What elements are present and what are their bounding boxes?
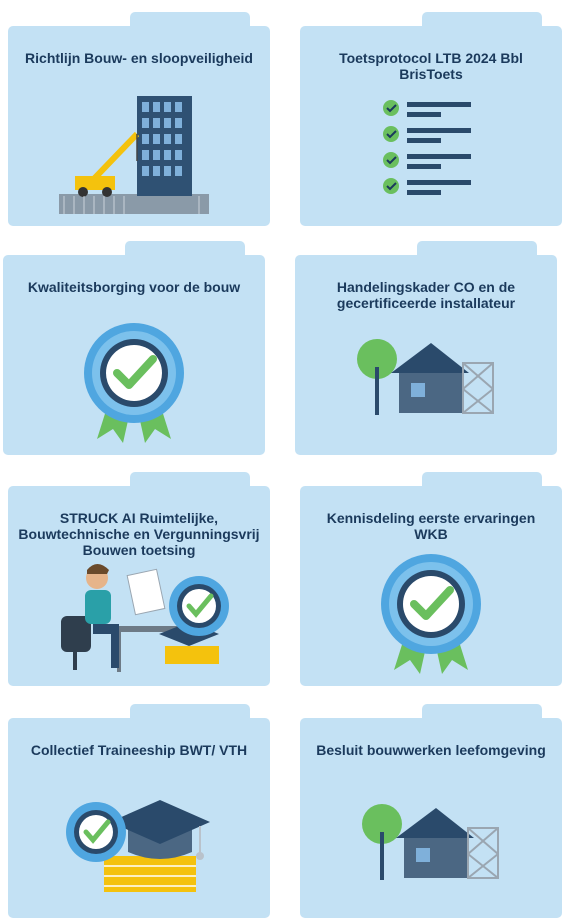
person-desk-badge-icon	[49, 556, 229, 676]
card-title: Kennisdeling eerste ervaringen WKB	[326, 510, 536, 542]
card-kwaliteitsborging[interactable]	[3, 241, 265, 455]
card-title: Collectief Traineeship BWT/ VTH	[30, 742, 248, 758]
badge-check-icon	[79, 321, 189, 445]
card-struck-ai[interactable]	[8, 472, 270, 686]
card-title: Handelingskader CO en de gecertificeerde installateur	[336, 279, 516, 311]
card-toetsprotocol-ltb[interactable]	[300, 12, 562, 226]
construction-crane-icon	[59, 96, 219, 216]
card-title: Toetsprotocol LTB 2024 Bbl BrisToets	[339, 50, 523, 82]
card-collectief-traineeship[interactable]	[8, 704, 270, 918]
card-kennisdeling-wkb[interactable]	[300, 472, 562, 686]
house-scaffold-icon	[351, 337, 501, 417]
badge-check-icon	[376, 552, 486, 676]
card-title: STRUCK AI Ruimtelijke, Bouwtechnische en Vergunningsvrij Bouwen toetsing	[18, 510, 260, 558]
card-title: Richtlijn Bouw- en sloopveiligheid	[25, 50, 253, 66]
card-title: Kwaliteitsborging voor de bouw	[27, 279, 241, 295]
card-handelingskader-co[interactable]	[295, 241, 557, 455]
badge-graduation-icon	[64, 786, 214, 896]
card-richtlijn-bouw-sloopveiligheid[interactable]	[8, 12, 270, 226]
checklist-icon	[381, 96, 481, 206]
house-scaffold-icon	[356, 802, 506, 882]
card-besluit-bouwwerken[interactable]	[300, 704, 562, 918]
card-title: Besluit bouwwerken leefomgeving	[316, 742, 546, 758]
